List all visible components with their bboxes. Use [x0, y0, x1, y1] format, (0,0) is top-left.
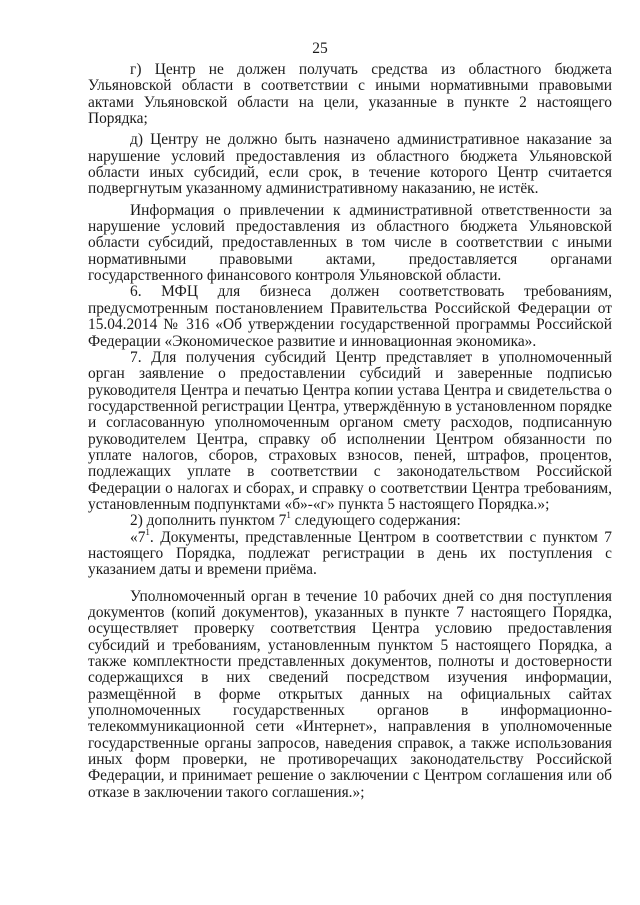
paragraph-subitem-d: д) Центру не должно быть назначено административное наказание за нарушение условий предоставления из областного бюджета Ульяновской области иных субсидий, если срок, в течение которого Центр считается подвергнутым указанному административному наказанию, не истёк.: [88, 131, 612, 198]
item-7-1-suffix: . Документы, представленные Центром в соответствии с пунктом 7 настоящего Порядка, подлежат регистрации в день их поступления с указанием даты и времени приёма.: [88, 528, 612, 579]
item-7-1-superscript: 1: [145, 526, 150, 537]
paragraph-authorized-body: Уполномоченный орган в течение 10 рабочих дней со дня поступления документов (копий документов), указанных в пункте 7 настоящего Порядка, осуществляет проверку соответствия Центра условию предоставления субсидий и требованиям, установленным пунктом 5 настоящего Порядка, а также комплектности представленных документов, полноты и достоверности содержащихся в них сведений посредством изучения информации, размещённой в форме открытых данных на официальных сайтах уполномоченных государственных органов в информационно-телекоммуникационной сети «Интернет», направления в уполномоченные государственные органы запросов, наведения справок, а также использования иных форм проверки, не противоречащих законодательству Российской Федерации, и принимает решение о заключении с Центром соглашения или об отказе в заключении такого соглашения.»;: [88, 587, 612, 801]
amendment-2-suffix: следующего содержания:: [290, 512, 461, 530]
page-number: 25: [312, 40, 328, 57]
paragraph-amendment-2: [88, 510, 612, 530]
item-7-1-prefix: «7: [130, 528, 146, 546]
paragraph-item-6: 6. МФЦ для бизнеса должен соответствовать требованиям, предусмотренным постановлением Правительства Российской Федерации от 15.04.2014 № 316 «Об утверждении государственной программы Российской Федерации «Экономическое развитие и инновационная экономика».: [88, 283, 612, 350]
amendment-2-superscript: 1: [286, 510, 291, 521]
paragraph-item-7-1: [88, 526, 612, 579]
paragraph-item-7: 7. Для получения субсидий Центр представляет в уполномоченный орган заявление о предоставлении субсидий и заверенные подписью руководителя Центра и печатью Центра копии устава Центра и свидетельства о государственной регистрации Центра, утверждённую в установленном порядке и согласованную уполномоченным органом смету расходов, подписанную руководителем Центра, справку об исполнении Центром обязанности по уплате налогов, сборов, страховых взносов, пеней, штрафов, процентов, подлежащих уплате в соответствии с законодательством Российской Федерации о налогах и сборах, и справку о соответствии Центра требованиям, установленным подпунктами «б»-«г» пункта 5 настоящего Порядка.»;: [88, 348, 612, 513]
paragraph-liability-info: Информация о привлечении к административной ответственности за нарушение условий предоставления из областного бюджета Ульяновской области субсидий, предоставленных в том числе в соответствии с иными нормативными правовыми актами, предоставляется органами государственного финансового контроля Ульяновской области.: [88, 201, 612, 285]
amendment-2-prefix: 2) дополнить пунктом 7: [130, 512, 287, 530]
document-body: [88, 62, 612, 801]
paragraph-subitem-g: г) Центр не должен получать средства из областного бюджета Ульяновской области в соответствии с иными нормативными правовыми актами Ульяновской области на цели, указанные в пункте 2 настоящего Порядка;: [88, 61, 612, 128]
